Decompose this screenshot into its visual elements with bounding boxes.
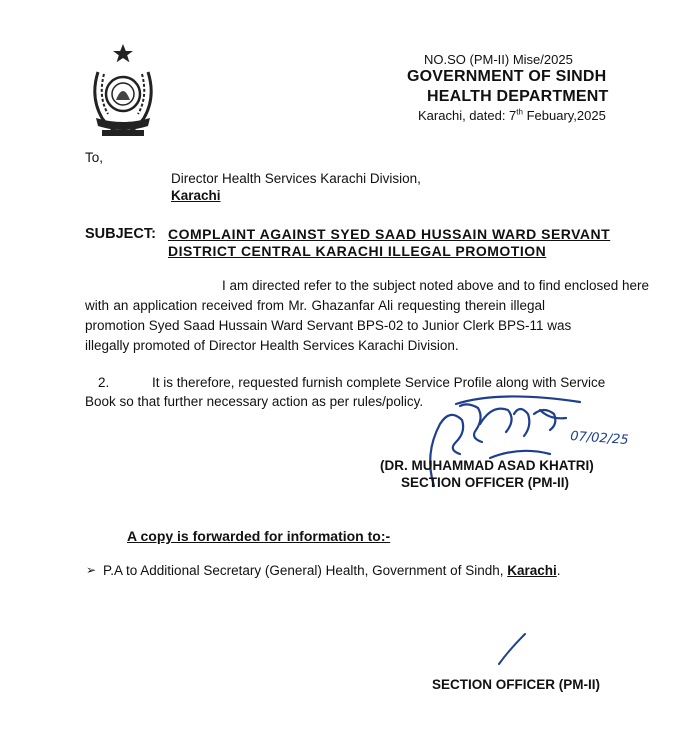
copy-recipient: P.A to Additional Secretary (General) Health, Government of Sindh, Karachi. — [103, 563, 561, 578]
sindh-government-emblem-icon — [84, 42, 162, 142]
paragraph-1-line-1: I am directed refer to the subject noted above and to find enclosed here — [222, 278, 650, 293]
signatory-title: SECTION OFFICER (PM-II) — [401, 475, 569, 490]
signatory-name: (DR. MUHAMMAD ASAD KHATRI) — [380, 458, 594, 473]
paragraph-1-line-4: illegally promoted of Director Health Services Karachi Division. — [85, 338, 459, 353]
department-heading: HEALTH DEPARTMENT — [427, 88, 609, 105]
subject-line-2: DISTRICT CENTRAL KARACHI ILLEGAL PROMOTION — [168, 243, 547, 259]
addressee-line-1: Director Health Services Karachi Division, — [171, 171, 421, 186]
handwritten-date: 07/02/25 — [569, 429, 630, 449]
paragraph-2-line-1: It is therefore, requested furnish complete Service Profile along with Service — [152, 375, 606, 390]
paragraph-2-line-2: Book so that further necessary action as per rules/policy. — [85, 394, 424, 409]
copy-forwarded-heading: A copy is forwarded for information to:- — [127, 528, 391, 544]
paragraph-2-number: 2. — [98, 375, 110, 390]
letter-date: Karachi, dated: 7th Febuary,2025 — [418, 107, 606, 123]
footer-section-officer: SECTION OFFICER (PM-II) — [432, 677, 600, 692]
addressee-line-2: Karachi — [171, 188, 221, 203]
reference-number: NO.SO (PM-II) Mise/2025 — [424, 52, 573, 67]
arrow-bullet-icon: ➢ — [86, 563, 97, 577]
subject-label: SUBJECT: — [85, 226, 156, 242]
paragraph-1-line-3: promotion Syed Saad Hussain Ward Servant BPS-02 to Junior Clerk BPS-11 was — [85, 318, 572, 333]
paragraph-1-line-2: with an application received from Mr. Ghazanfar Ali requesting therein illegal — [85, 298, 545, 313]
to-label: To, — [85, 150, 104, 165]
subject-line-1: COMPLAINT AGAINST SYED SAAD HUSSAIN WARD SERVANT — [168, 226, 611, 242]
government-heading: GOVERNMENT OF SINDH — [407, 68, 607, 85]
initial-mark — [495, 628, 535, 668]
